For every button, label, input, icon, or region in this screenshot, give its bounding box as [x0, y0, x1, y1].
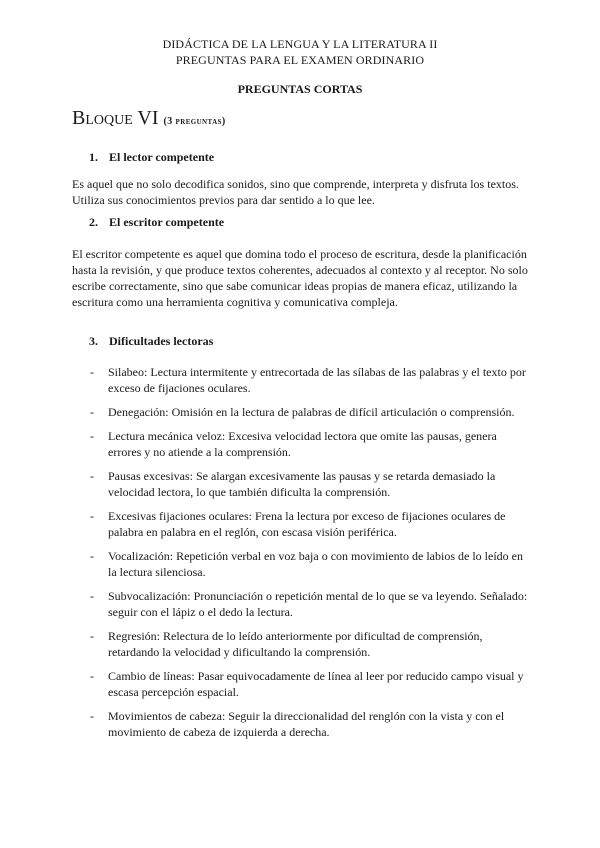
list-item-text: Vocalización: Repetición verbal en voz baja o con movimiento de labios de lo leído en la lectura silenciosa. — [108, 549, 523, 579]
header-exam-title: PREGUNTAS PARA EL EXAMEN ORDINARIO — [175, 53, 425, 67]
list-item — [90, 468, 530, 500]
reading-difficulties-list — [90, 364, 530, 748]
bloque-title: Bloque VI — [72, 107, 159, 129]
section-1-text: Es aquel que no solo decodifica sonidos, sino que comprende, interpreta y disfruta los textos. Utiliza sus conocimientos previos para dar sentido a lo que lee. — [72, 177, 519, 207]
section-subtitle: PREGUNTAS CORTAS — [237, 82, 363, 96]
header-course-title: DIDÁCTICA DE LA LENGUA Y LA LITERATURA II — [162, 37, 438, 51]
list-item — [90, 508, 530, 540]
list-item — [90, 428, 530, 460]
list-item — [90, 548, 530, 580]
list-item-text: Silabeo: Lectura intermitente y entrecortada de las sílabas de las palabras y el texto por exceso de fijaciones oculares. — [108, 365, 526, 395]
list-marker: - — [90, 669, 94, 683]
list-marker: - — [90, 629, 94, 643]
section-1-number: 1. — [89, 150, 98, 164]
section-2-title: El escritor competente — [109, 215, 225, 229]
section-3-number: 3. — [89, 334, 98, 348]
section-1-title: El lector competente — [109, 150, 215, 164]
list-item-text: Denegación: Omisión en la lectura de palabras de difícil articulación o comprensión. — [108, 405, 515, 419]
list-item-text: Pausas excesivas: Se alargan excesivamente las pausas y se retarda demasiado la velocidad lectora, lo que también dificulta la comprensión. — [108, 469, 496, 499]
list-item — [90, 404, 530, 420]
list-item — [90, 588, 530, 620]
list-item-text: Movimientos de cabeza: Seguir la direccionalidad del renglón con la vista y con el movimiento de cabeza de izquierda a derecha. — [108, 709, 505, 739]
list-marker: - — [90, 429, 94, 443]
list-item-text: Lectura mecánica veloz: Excesiva velocidad lectora que omite las pausas, genera errores y no atiende a la comprensión. — [108, 429, 497, 459]
list-item-text: Subvocalización: Pronunciación o repetición mental de lo que se va leyendo. Señalado: seguir con el lápiz o el dedo la lectura. — [108, 589, 528, 619]
list-item-text: Cambio de líneas: Pasar equivocadamente de línea al leer por reducido campo visual y escasa percepción espacial. — [108, 669, 524, 699]
list-marker: - — [90, 405, 94, 419]
list-item — [90, 708, 530, 740]
section-1-heading — [89, 150, 214, 165]
list-marker: - — [90, 365, 94, 379]
list-marker: - — [90, 549, 94, 563]
section-2-heading — [89, 215, 224, 230]
section-2-text: El escritor competente es aquel que domina todo el proceso de escritura, desde la planificación hasta la revisión, y que produce textos coherentes, adecuados al contexto y al receptor. No solo escribe correctamente, sino que sabe comunicar ideas propias de manera eficaz, utilizando la escritura como una herramienta cognitiva y comunicativa compleja. — [72, 247, 528, 309]
bloque-heading — [72, 105, 226, 135]
list-item — [90, 668, 530, 700]
list-item-text: Regresión: Relectura de lo leído anteriormente por dificultad de comprensión, retardando la velocidad y dificultando la comprensión. — [108, 629, 483, 659]
bloque-note: (3 preguntas) — [163, 116, 226, 127]
list-marker: - — [90, 709, 94, 723]
list-item — [90, 364, 530, 396]
list-marker: - — [90, 509, 94, 523]
list-item — [90, 628, 530, 660]
section-3-title: Dificultades lectoras — [109, 334, 214, 348]
list-marker: - — [90, 589, 94, 603]
document-header — [0, 36, 600, 68]
section-3-heading — [89, 334, 213, 349]
list-item-text: Excesivas fijaciones oculares: Frena la lectura por exceso de fijaciones oculares de palabra en palabra en el reglón, con escasa visión periférica. — [108, 509, 506, 539]
list-marker: - — [90, 469, 94, 483]
section-2-number: 2. — [89, 215, 98, 229]
